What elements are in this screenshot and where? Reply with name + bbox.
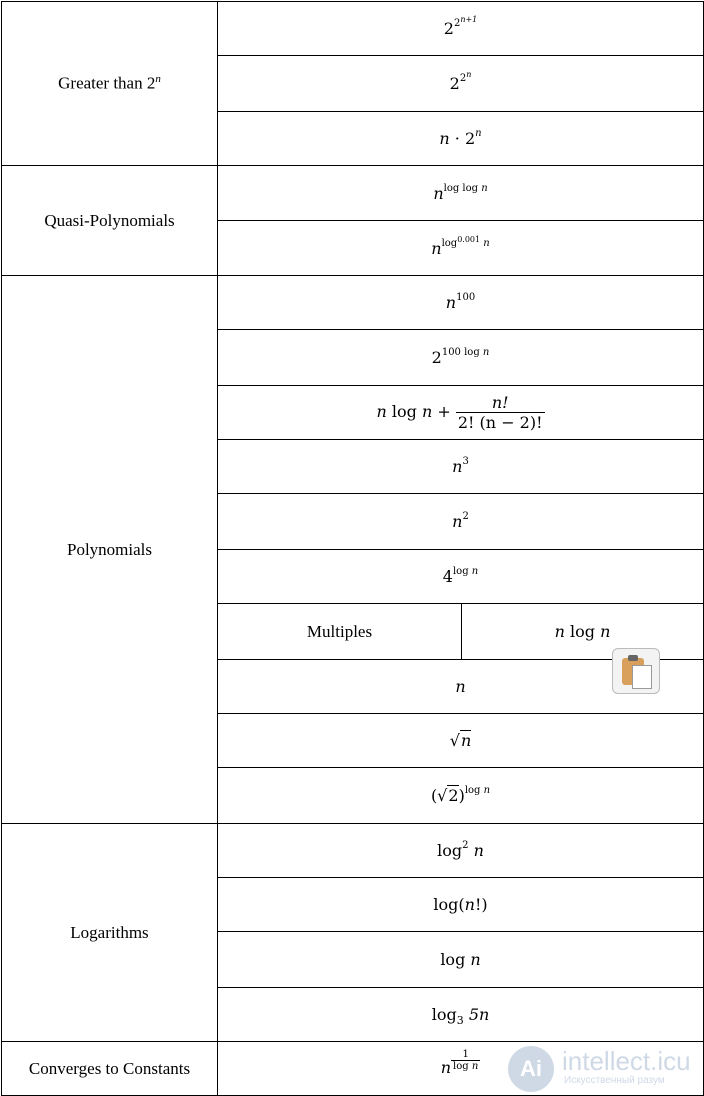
category-label: Logarithms <box>70 922 149 942</box>
expr-4-logn: $4^{log n}$ <box>218 550 704 604</box>
category-greater-than-2n: Greater than 2$^n$ <box>2 2 218 166</box>
multiples-label: Multiples <box>306 621 373 641</box>
expr-2-2-n-plus-1: $2^{2^{n+1}}$ <box>218 2 704 56</box>
complexity-table <box>1 1 704 1096</box>
expr-n-1-over-logn: n $\frac{1}{\text{log n}}$ <box>218 1042 704 1096</box>
expr-2-100logn: $2^{100 log n}$ <box>218 330 704 386</box>
expr-nlogn: n log n <box>462 604 704 660</box>
multiples-label-cell <box>218 604 462 660</box>
category-label: Converges to Constants <box>28 1058 191 1078</box>
expr-n: n <box>218 660 704 714</box>
clipboard-icon[interactable] <box>612 648 660 694</box>
expr-sqrt-n: √n <box>218 714 704 768</box>
expr-n-squared: $n^2$ <box>218 494 704 550</box>
expr-log-squared-n: $\log^2 n$ <box>218 824 704 878</box>
category-label: Polynomials <box>66 539 152 559</box>
watermark <box>508 1042 704 1092</box>
watermark-tagline: Искусственный разум <box>564 1075 665 1086</box>
expr-n-times-2n: $n \cdot 2^n$ <box>218 112 704 166</box>
expr-nlogn-plus-binomial: n log n + $\frac{n!}{2! (n - 2)!}$ <box>218 386 704 440</box>
category-converges-to-constants <box>2 1042 218 1096</box>
category-label: Quasi-Polynomials <box>44 210 175 230</box>
expr-n-100: $n^{100}$ <box>218 276 704 330</box>
expr-n-loglog-n: $n^{log log n}$ <box>218 166 704 221</box>
expr-log-n-factorial: log(n!) <box>218 878 704 932</box>
category-logarithms <box>2 824 218 1042</box>
expr-log-n: log n <box>218 932 704 988</box>
expr-n-cubed: $n^3$ <box>218 440 704 494</box>
expr-sqrt2-logn: $(√2)^{log n}$ <box>218 768 704 824</box>
category-label: Greater than 2 <box>58 73 156 93</box>
category-polynomials <box>2 276 218 824</box>
clipboard-clamp <box>628 655 638 661</box>
watermark-logo-icon: Ai <box>508 1046 554 1092</box>
clipboard-paper <box>632 665 652 689</box>
watermark-name: intellect.icu <box>562 1046 691 1076</box>
expr-2-2-n: $2^{2^n}$ <box>218 56 704 112</box>
category-quasi-polynomials <box>2 166 218 276</box>
expr-n-log0001-n: $n^{log^{0.001} n}$ <box>218 221 704 276</box>
expr-log3-5n: $\log_3 5n$ <box>218 988 704 1042</box>
